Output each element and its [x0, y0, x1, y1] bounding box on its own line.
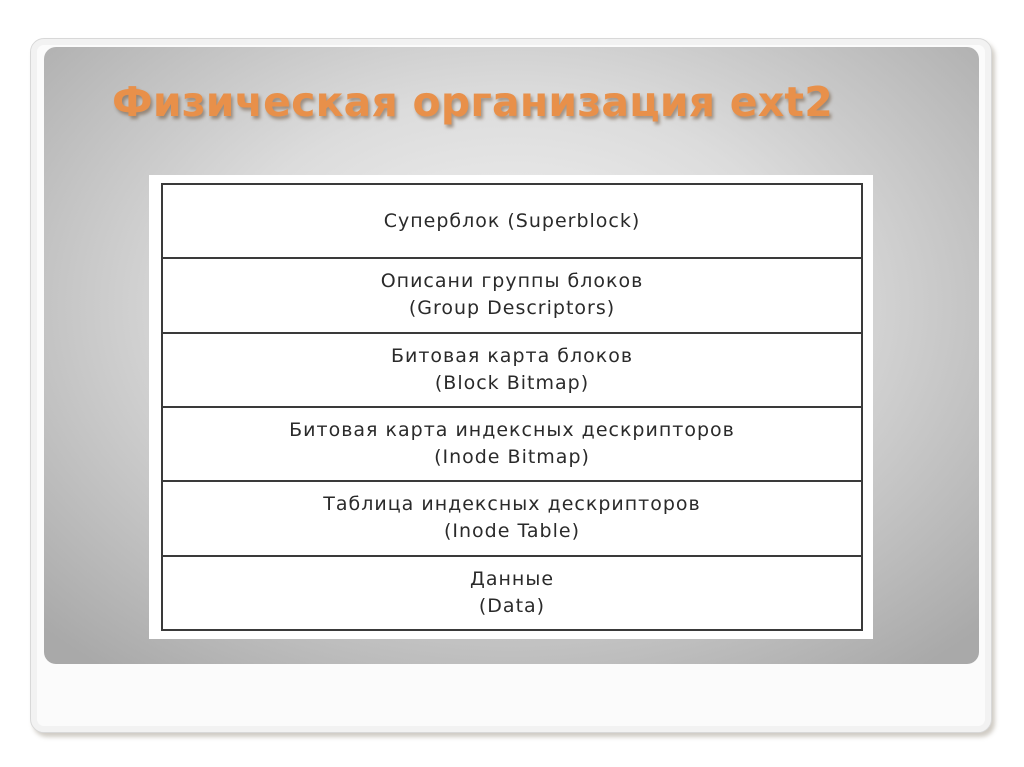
block-label: Битовая карта индексных дескрипторов — [289, 419, 735, 442]
block-inode-table — [163, 482, 861, 556]
block-inode-bitmap — [163, 408, 861, 482]
block-data — [163, 557, 861, 629]
ext2-layout-diagram — [149, 175, 873, 639]
block-label: Битовая карта блоков — [390, 344, 634, 367]
block-sublabel: (Block Bitmap) — [434, 371, 590, 394]
block-sublabel: (Data) — [478, 594, 546, 617]
block-group-descriptors — [163, 259, 861, 333]
block-label: Данные — [469, 567, 555, 590]
block-sublabel: (Inode Table) — [443, 520, 581, 543]
block-label: Суперблок (Superblock) — [383, 209, 641, 232]
slide-title: Физическая организация ext2 — [112, 78, 833, 126]
block-sublabel: (Group Descriptors) — [408, 297, 616, 320]
block-block-bitmap — [163, 334, 861, 408]
block-sublabel: (Inode Bitmap) — [434, 446, 590, 469]
block-label: Описани группы блоков — [380, 270, 644, 293]
block-superblock — [163, 185, 861, 259]
block-stack — [161, 183, 863, 631]
block-label: Таблица индексных дескрипторов — [323, 493, 701, 516]
